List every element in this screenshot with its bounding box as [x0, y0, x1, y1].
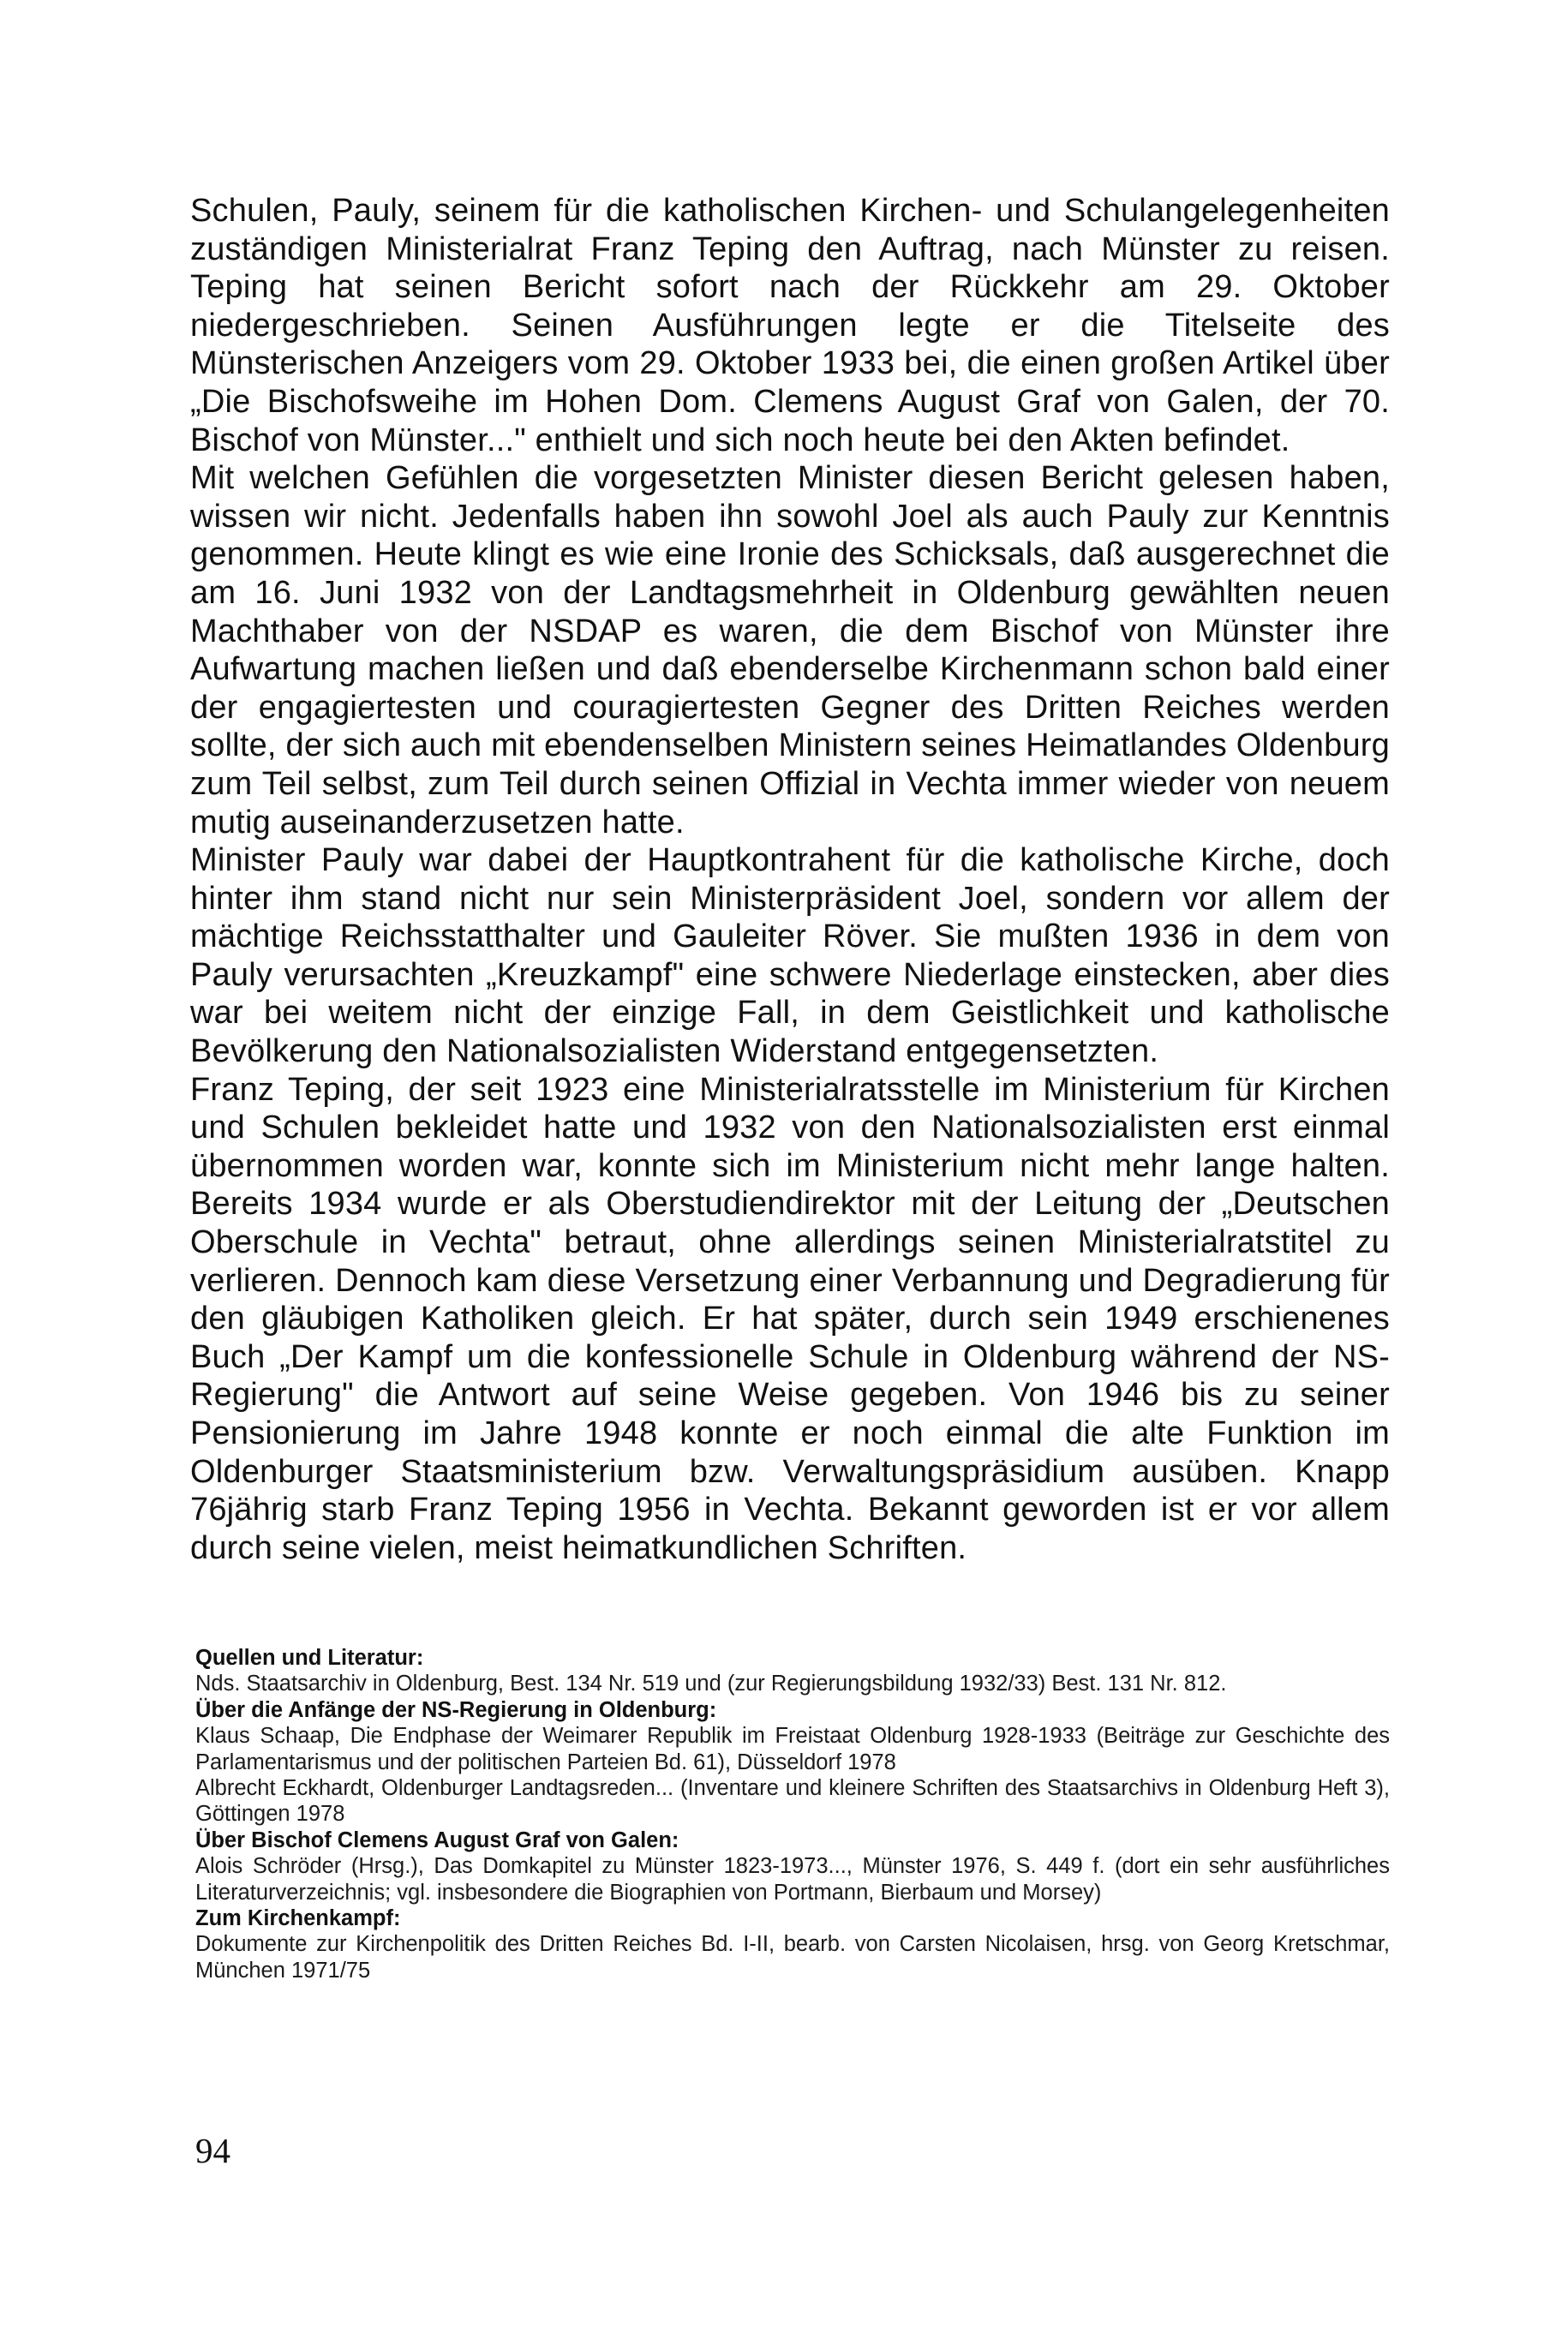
source-entry-schroeder: Alois Schröder (Hrsg.), Das Domkapitel zu Münster 1823-1973..., Münster 1976, S. 449 f. (dort ein sehr ausführliches Literaturverzeichnis; vgl. insbesondere die Biographien von Portmann, Bierbaum und Morsey)	[195, 1854, 1390, 1905]
sources-heading-galen: Über Bischof Clemens August Graf von Galen:	[195, 1828, 679, 1852]
sources-heading: Quellen und Literatur:	[195, 1646, 424, 1670]
page-number: 94	[195, 2131, 230, 2170]
paragraph-4: Franz Teping, der seit 1923 eine Ministerialratsstelle im Ministerium für Kirchen und Schulen bekleidet hatte und 1932 von den Nationalsozialisten erst einmal übernommen worden war, konnte sich im Ministerium nicht mehr lange halten. Bereits 1934 wurde er als Oberstudiendirektor mit der Leitung der „Deutschen Oberschule in Vechta" betraut, ohne allerdings seinen Ministerialratstitel zu verlieren. Dennoch kam diese Versetzung einer Verbannung und Degradierung für den gläubigen Katholiken gleich. Er hat später, durch sein 1949 erschienenes Buch „Der Kampf um die konfessionelle Schule in Oldenburg während der NS-Regierung" die Antwort auf seine Weise gegeben. Von 1946 bis zu seiner Pensionierung im Jahre 1948 konnte er noch einmal die alte Funktion im Oldenburger Staatsministerium bzw. Verwaltungspräsidium ausüben. Knapp 76jährig starb Franz Teping 1956 in Vechta. Bekannt geworden ist er vor allem durch seine vielen, meist heimatkundlichen Schriften.	[190, 1071, 1390, 1566]
source-entry-eckhardt: Albrecht Eckhardt, Oldenburger Landtagsreden... (Inventare und kleinere Schriften des Staatsarchivs in Oldenburg Heft 3), Göttingen 1978	[195, 1776, 1390, 1827]
paragraph-3: Minister Pauly war dabei der Hauptkontrahent für die katholische Kirche, doch hinter ihm stand nicht nur sein Ministerpräsident Joel, sondern vor allem der mächtige Reichsstatthalter und Gauleiter Röver. Sie mußten 1936 in dem von Pauly verursachten „Kreuzkampf" eine schwere Niederlage einstecken, aber dies war bei weitem nicht der einzige Fall, in dem Geistlichkeit und katholische Bevölkerung den Nationalsozialisten Widerstand entgegensetzten.	[190, 842, 1390, 1070]
source-entry-schaap: Klaus Schaap, Die Endphase der Weimarer Republik im Freistaat Oldenburg 1928-1933 (Beiträge zur Geschichte des Parlamentarismus und der politischen Parteien Bd. 61), Düsseldorf 1978	[195, 1724, 1390, 1774]
paragraph-1: Schulen, Pauly, seinem für die katholischen Kirchen- und Schulangelegenheiten zuständigen Ministerialrat Franz Teping den Auftrag, nach Münster zu reisen. Teping hat seinen Bericht sofort nach der Rückkehr am 29. Oktober niedergeschrieben. Seinen Ausführungen legte er die Titelseite des Münsterischen Anzeigers vom 29. Oktober 1933 bei, die einen großen Artikel über „Die Bischofsweihe im Hohen Dom. Clemens August Graf von Galen, der 70. Bischof von Münster..." enthielt und sich noch heute bei den Akten befindet.	[190, 193, 1390, 458]
paragraph-2: Mit welchen Gefühlen die vorgesetzten Minister diesen Bericht gelesen haben, wissen wir nicht. Jedenfalls haben ihn sowohl Joel als auch Pauly zur Kenntnis genommen. Heute klingt es wie eine Ironie des Schicksals, daß ausgerechnet die am 16. Juni 1932 von der Landtagsmehrheit in Oldenburg gewählten neuen Machthaber von der NSDAP es waren, die dem Bischof von Münster ihre Aufwartung machen ließen und daß ebenderselbe Kirchenmann schon bald einer der engagiertesten und couragiertesten Gegner des Dritten Reiches werden sollte, der sich auch mit ebendenselben Ministern seines Heimatlandes Oldenburg zum Teil selbst, zum Teil durch seinen Offizial in Vechta immer wieder von neuem mutig auseinanderzusetzen hatte.	[190, 460, 1390, 840]
source-entry-archive: Nds. Staatsarchiv in Oldenburg, Best. 134 Nr. 519 und (zur Regierungsbildung 1932/33) Best. 131 Nr. 812.	[195, 1672, 1227, 1696]
main-text-body	[190, 192, 1390, 1567]
sources-heading-ns-regierung: Über die Anfänge der NS-Regierung in Oldenburg:	[195, 1697, 717, 1722]
source-entry-dokumente: Dokumente zur Kirchenpolitik des Dritten Reiches Bd. I-II, bearb. von Carsten Nicolaisen, hrsg. von Georg Kretschmar, München 1971/75	[195, 1932, 1390, 1983]
sources-heading-kirchenkampf: Zum Kirchenkampf:	[195, 1906, 401, 1931]
sources-section	[195, 1645, 1390, 1983]
